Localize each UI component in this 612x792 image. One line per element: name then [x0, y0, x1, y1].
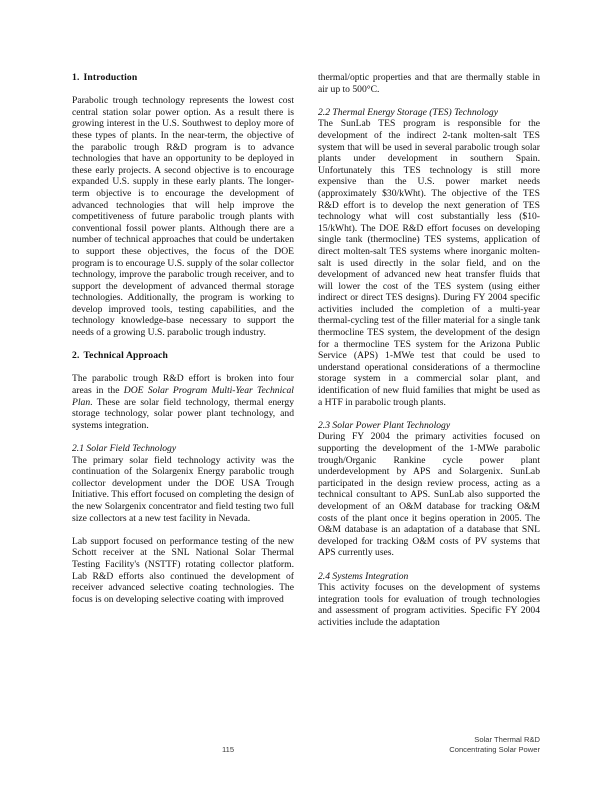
heading-section-2-4: 2.4 Systems Integration [318, 570, 409, 582]
heading-section-2-3: 2.3 Solar Power Plant Technology [318, 419, 451, 431]
heading-section-1 [72, 72, 294, 84]
running-footer-line-2: Concentrating Solar Power [449, 745, 540, 755]
spacer [72, 431, 294, 443]
paragraph-technical-approach-part1: The parabolic trough R&D effort is broken into four areas in the [72, 373, 294, 397]
page-footer [72, 735, 540, 765]
paragraph-technical-approach [72, 373, 294, 431]
heading-section-2 [72, 350, 294, 362]
running-footer-line-1: Solar Thermal R&D [474, 735, 540, 744]
heading-section-2-2: 2.2 Thermal Energy Storage (TES) Technology [318, 106, 498, 118]
running-footer [449, 735, 540, 756]
paragraph-solar-field-technology: The primary solar field technology activity was the continuation of the Solargenix Energy parabolic trough collector development under the DOE USA Trough Initiative. This effort focused on completing the design of the new Solargenix concentrator and field testing two full size collectors at a new test facility in Nevada. [72, 454, 294, 524]
paragraph-lab-support: Lab support focused on performance testing of the new Schott receiver at the SNL National Solar Thermal Testing Facility's (NSTTF) rotating collector platform. Lab R&D efforts also continued the development of receiver advanced selective coating technologies. The focus is on developing selective coating with improved [72, 535, 294, 605]
heading-section-1-number: 1. [72, 72, 80, 83]
paragraph-thermal-energy-storage: The SunLab TES program is responsible for the development of the indirect 2-tank molten-salt TES system that will be used in several parabolic trough solar plants under development in southern Spain. Unfortunately this TES technology is still more expensive than the U.S. power market needs (approximately $30/kWht). The objective of the TES R&D effort is to develop the next generation of TES technology what will cost substantially less ($10-15/kWht). The DOE R&D effort focuses on developing single tank (thermocline) TES systems, application of direct molten-salt TES systems where inorganic molten-salt is used directly in the solar field, and on the development of advanced new heat transfer fluids that will lower the cost of the TES system (using either indirect or direct TES designs). During FY 2004 specific activities included the completion of a multi-year thermal-cycling test of the filler material for a single tank thermocline TES system, the development of the design for a thermocline TES system for the Arizona Public Service (APS) 1-MWe test that could be used to understand operational considerations of a thermocline storage system in a commercial solar plant, and identification of new fluid families that might be used as a HTF in parabolic trough plants. [318, 118, 540, 408]
spacer [318, 95, 540, 107]
heading-section-2-1: 2.1 Solar Field Technology [72, 443, 177, 454]
paragraph-technical-approach-part2: . These are solar field technology, thermal energy storage technology, solar power plant technology, and systems integration. [72, 396, 294, 431]
paragraph-continuation-coatings: thermal/optic properties and that are thermally stable in air up to 500°C. [318, 72, 540, 95]
heading-section-1-title: Introduction [83, 72, 138, 83]
paragraph-solar-power-plant-technology: During FY 2004 the primary activities focused on supporting the development of the 1-MWe parabolic trough/Organic Rankine cycle power plant underdevelopment by APS and Solargenix. SunLab participated in the design review process, acting as a technical consultant to APS. SunLab also supported the development of an O&M database for tracking O&M costs of the plant once it begins operation in 2005. The O&M database is an adaptation of a database that SNL developed for tracking O&M costs of PV systems that APS currently uses. [318, 431, 540, 559]
heading-section-2-title: Technical Approach [83, 350, 169, 362]
paragraph-systems-integration: This activity focuses on the development of systems integration tools for evaluation of trough technologies and assessment of program activities. Specific FY 2004 activities include the adaptation [318, 582, 540, 628]
spacer [72, 339, 294, 351]
paragraph-introduction: Parabolic trough technology represents the lowest cost central station solar power option. As a result there is growing interest in the U.S. Southwest to deploy more of these types of plants. In the near-term, the objective of the parabolic trough R&D program is to advance technologies that have an opportunity to be deployed in these early projects. A second objective is to encourage expanded U.S. supply in these early plants. The longer-term objective is to encourage the development of advanced technologies that will help improve the competitiveness of future parabolic trough plants with conventional fossil power plants. Although there are a number of technical approaches that could be undertaken to support these objectives, the focus of the DOE program is to encourage U.S. supply of the solar collector technology, improve the parabolic trough receiver, and to support the development of advanced thermal storage technologies. Additionally, the program is working to develop improved tools, testing capabilities, and the technology knowledge-base necessary to support the needs of a growing U.S. parabolic trough industry. [72, 95, 294, 339]
spacer [318, 408, 540, 420]
spacer [318, 559, 540, 571]
right-column [318, 72, 540, 712]
left-column [72, 72, 294, 712]
heading-section-2-number: 2. [72, 350, 80, 362]
two-column-text-body [72, 72, 540, 712]
page-number: 115 [222, 745, 235, 755]
plan-title-italic: DOE Solar Program Multi-Year Technical Plan [72, 385, 294, 408]
